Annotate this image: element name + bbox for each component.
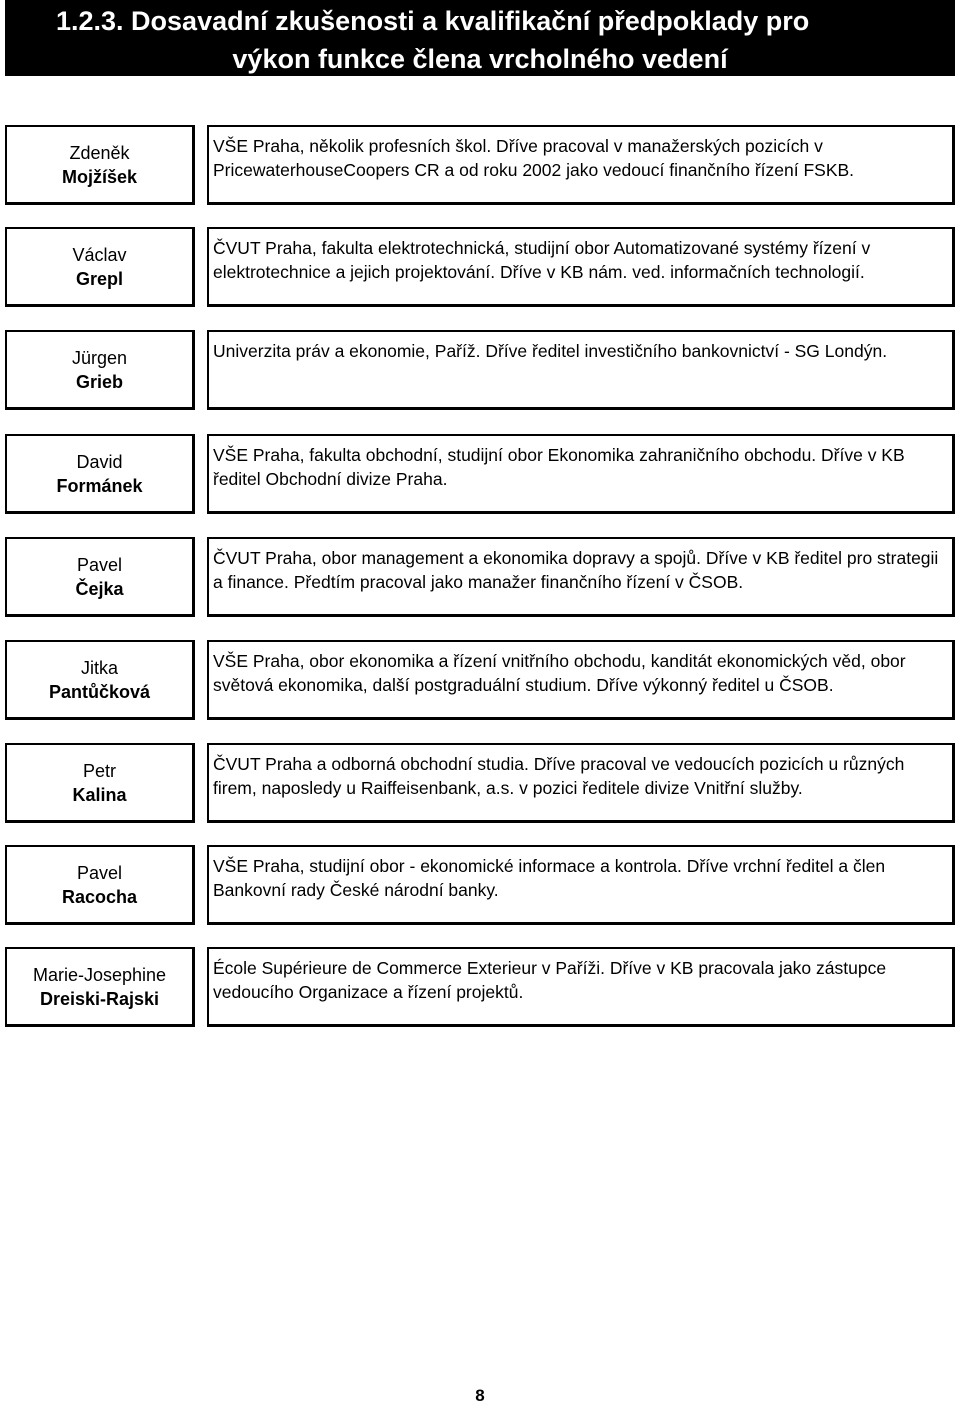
member-description: VŠE Praha, fakulta obchodní, studijní obor Ekonomika zahraničního obchodu. Dříve v KB ředitel Obchodní divize Praha.: [207, 434, 955, 514]
member-description: VŠE Praha, studijní obor - ekonomické informace a kontrola. Dříve vrchní ředitel a člen Bankovní rady České národní banky.: [207, 845, 955, 925]
member-description: VŠE Praha, obor ekonomika a řízení vnitřního obchodu, kanditát ekonomických věd, obor světová ekonomika, další postgraduální studium. Dříve výkonný ředitel u ČSOB.: [207, 640, 955, 720]
member-description: VŠE Praha, několik profesních škol. Dříve pracoval v manažerských pozicích v PricewaterhouseCoopers CR a od roku 2002 jako vedoucí finančního řízení FSKB.: [207, 125, 955, 205]
member-last-name: Mojžíšek: [61, 166, 138, 187]
member-name-box: [5, 330, 195, 410]
member-first-name: Jürgen: [71, 347, 128, 368]
member-description: ČVUT Praha, fakulta elektrotechnická, studijní obor Automatizované systémy řízení v elektrotechnice a jejich projektování. Dříve v KB nám. ved. informačních technologií.: [207, 227, 955, 307]
member-row: [0, 947, 960, 1029]
member-row: [0, 227, 960, 309]
member-row: [0, 330, 960, 412]
member-name-box: [5, 947, 195, 1027]
member-row: [0, 743, 960, 825]
member-name-box: [5, 845, 195, 925]
member-row: [0, 640, 960, 722]
member-last-name: Grepl: [75, 268, 123, 289]
member-name-box: [5, 640, 195, 720]
member-first-name: David: [76, 451, 123, 472]
member-description: École Supérieure de Commerce Exterieur v Paříži. Dříve v KB pracovala jako zástupce vedoucího Organizace a řízení projektů.: [207, 947, 955, 1027]
member-first-name: Marie-Josephine: [32, 964, 167, 985]
member-last-name: Čejka: [75, 578, 124, 599]
member-description: ČVUT Praha a odborná obchodní studia. Dříve pracoval ve vedoucích pozicích u různých firem, naposledy u Raiffeisenbank, a.s. v pozici ředitele divize Vnitřní služby.: [207, 743, 955, 823]
member-last-name: Racocha: [61, 886, 138, 907]
member-last-name: Kalina: [72, 784, 127, 805]
section-heading-line-2: výkon funkce člena vrcholného vedení: [232, 44, 728, 74]
member-row: [0, 845, 960, 927]
member-name-box: [5, 537, 195, 617]
member-first-name: Pavel: [76, 862, 123, 883]
member-name-box: [5, 125, 195, 205]
member-first-name: Jitka: [80, 657, 118, 678]
member-last-name: Grieb: [75, 371, 123, 392]
section-heading-line-1: 1.2.3. Dosavadní zkušenosti a kvalifikační předpoklady pro: [56, 6, 810, 36]
member-last-name: Formánek: [56, 475, 143, 496]
member-row: [0, 537, 960, 619]
member-first-name: Pavel: [76, 554, 123, 575]
member-description: Univerzita práv a ekonomie, Paříž. Dříve ředitel investičního bankovnictví - SG Londýn.: [207, 330, 955, 410]
member-description: ČVUT Praha, obor management a ekonomika dopravy a spojů. Dříve v KB ředitel pro strategii a finance. Předtím pracoval jako manažer finančního řízení v ČSOB.: [207, 537, 955, 617]
page-number: 8: [475, 1386, 485, 1405]
member-row: [0, 434, 960, 516]
member-name-box: [5, 227, 195, 307]
member-last-name: Pantůčková: [48, 681, 151, 702]
member-last-name: Dreiski-Rajski: [39, 988, 160, 1009]
member-first-name: Václav: [72, 244, 127, 265]
member-name-box: [5, 434, 195, 514]
section-heading: [5, 0, 955, 76]
member-first-name: Zdeněk: [69, 142, 130, 163]
member-name-box: [5, 743, 195, 823]
member-first-name: Petr: [82, 760, 116, 781]
member-row: [0, 125, 960, 207]
